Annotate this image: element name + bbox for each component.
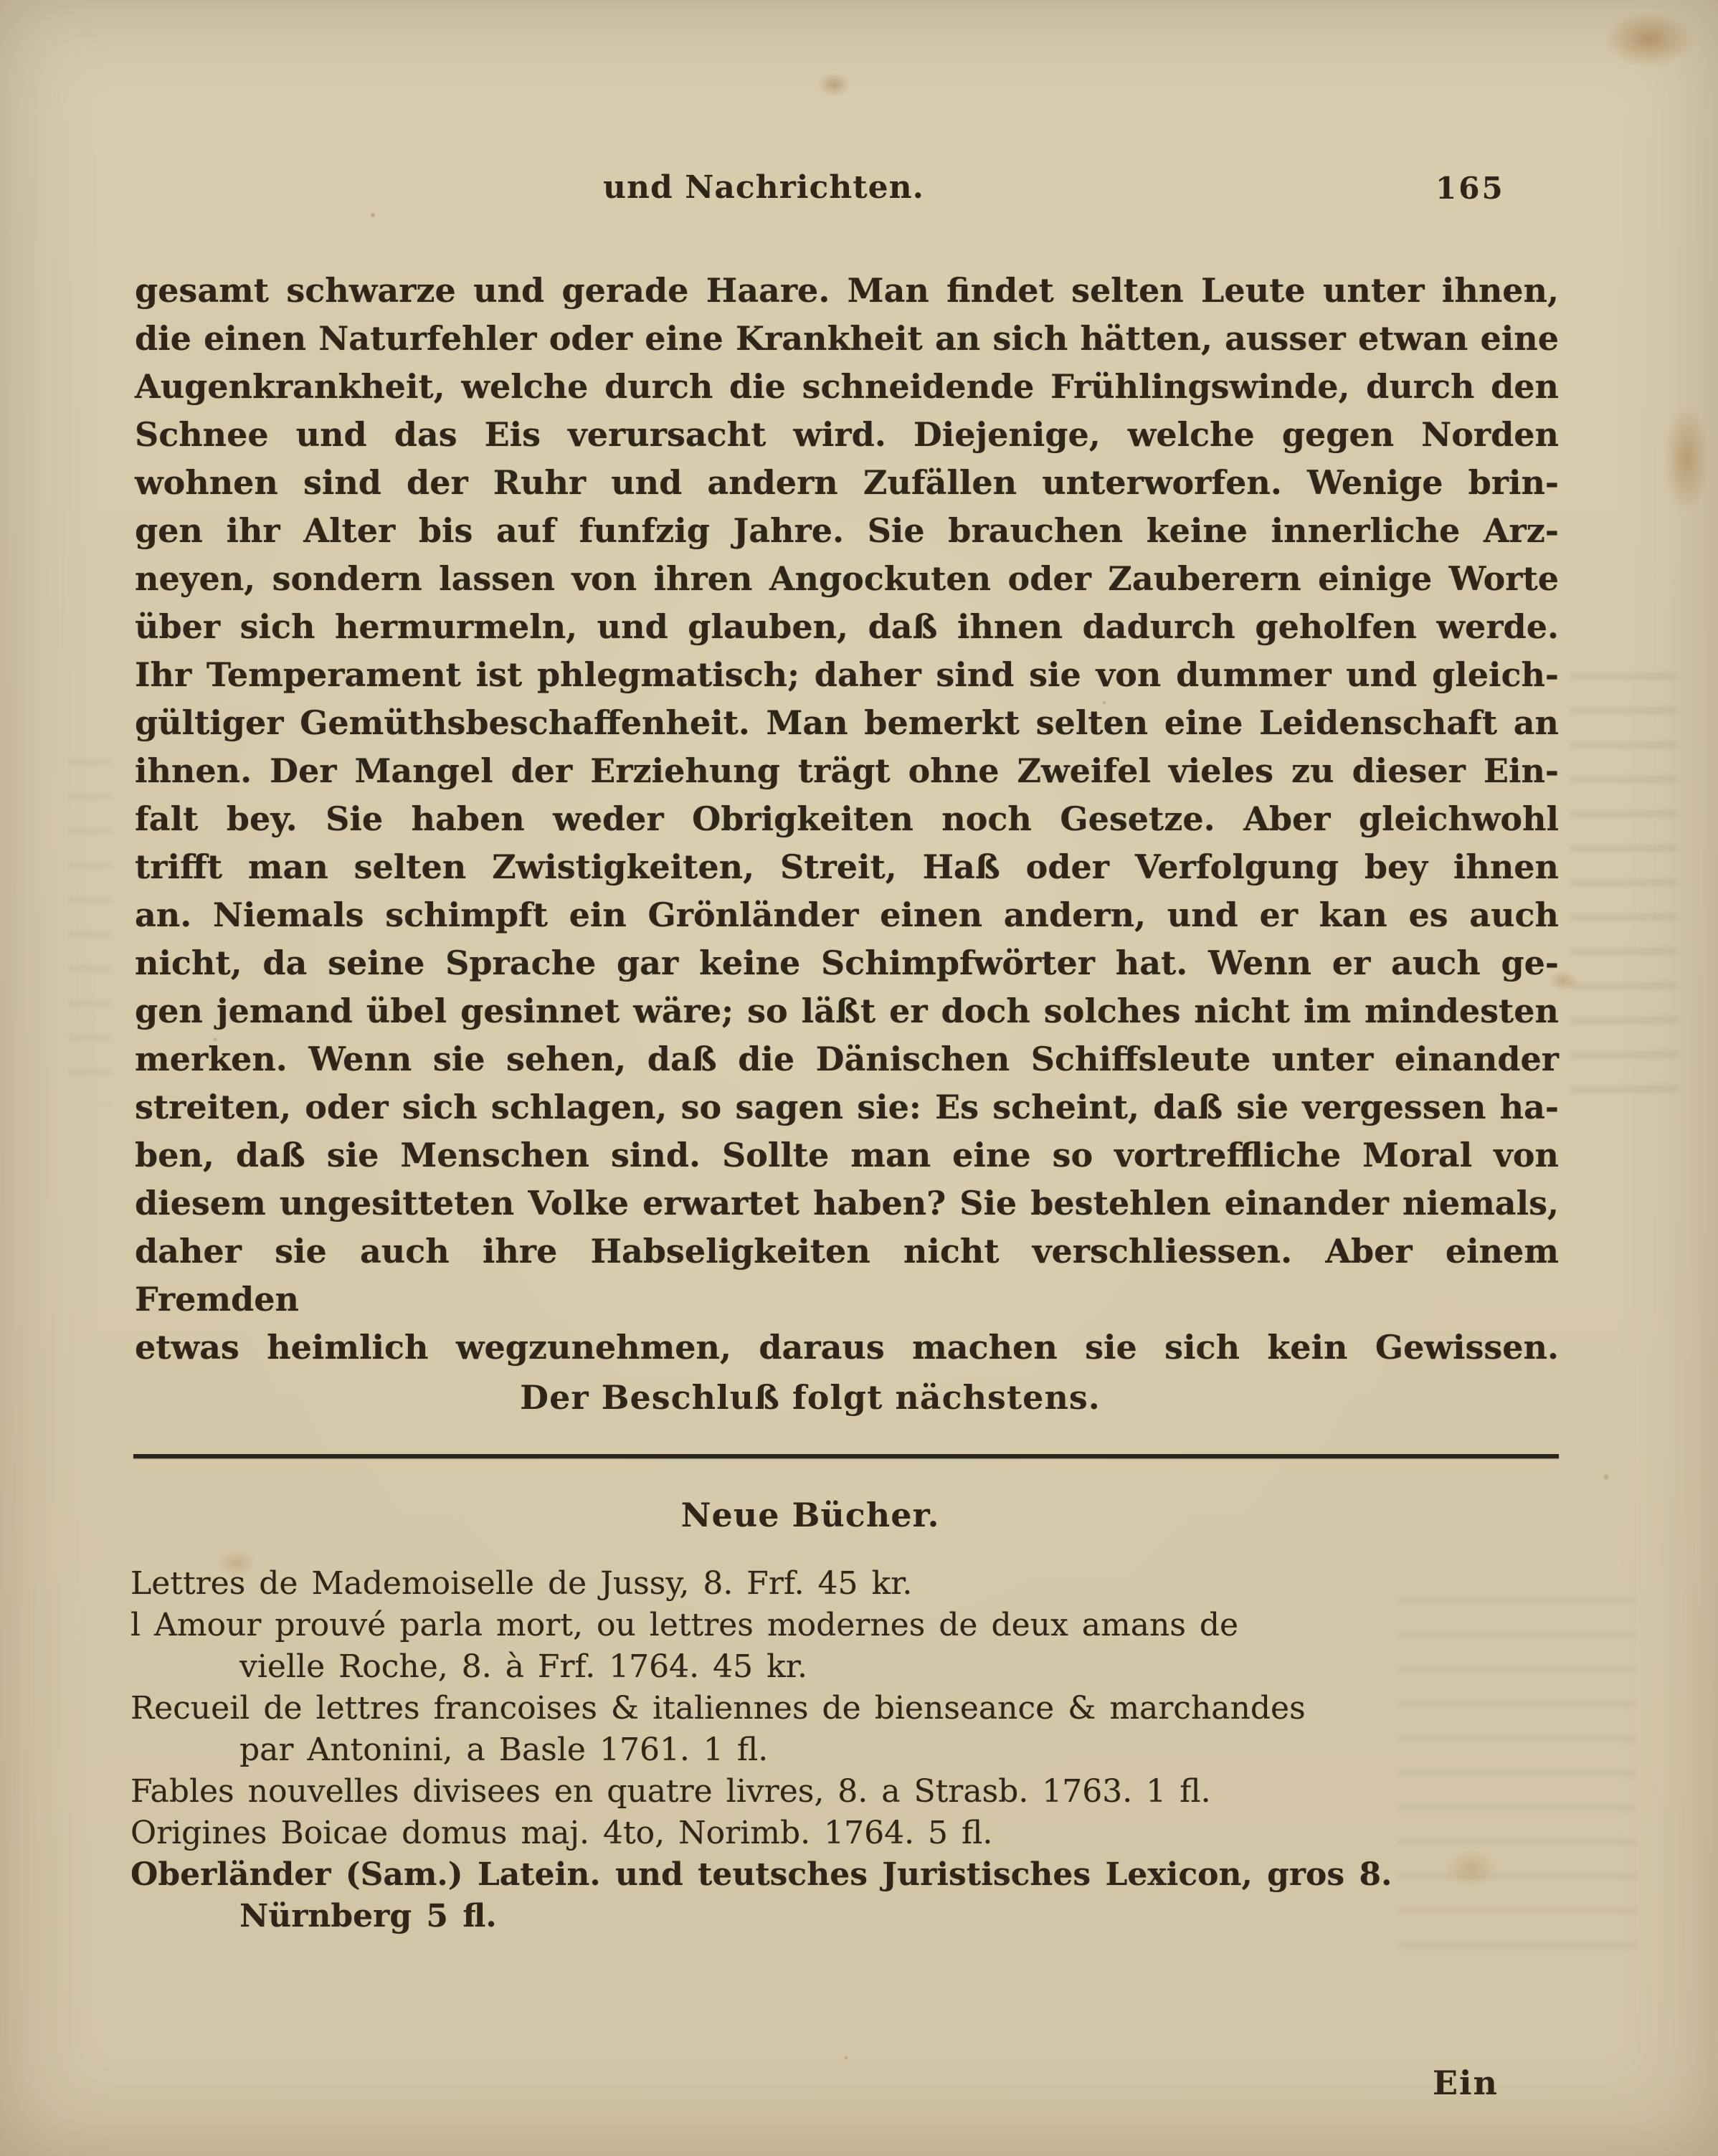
- body-line: ihnen. Der Mangel der Erziehung trägt ohne Zweifel vieles zu dieser Ein-: [135, 751, 1559, 790]
- body-line: nicht, da seine Sprache gar keine Schimpfwörter hat. Wenn er auch ge-: [135, 944, 1559, 982]
- book-item: [130, 1854, 1572, 1937]
- body-text: [135, 267, 1559, 1372]
- body-line: trifft man selten Zwistigkeiten, Streit, Haß oder Verfolgung bey ihnen: [135, 847, 1559, 886]
- book-item: [130, 1771, 1572, 1813]
- book-item: [130, 1605, 1572, 1688]
- book-line: Recueil de lettres francoises & italiennes de bienseance & marchandes: [130, 1690, 1306, 1727]
- body-line: daher sie auch ihre Habseligkeiten nicht verschliessen. Aber einem Fremden: [135, 1232, 1559, 1319]
- body-line: Schnee und das Eis verursacht wird. Diejenige, welche gegen Norden: [135, 415, 1559, 454]
- book-item: [130, 1688, 1572, 1771]
- body-line: neyen, sondern lassen von ihren Angockuten oder Zauberern einige Worte: [135, 559, 1559, 598]
- bleedthrough-ghost: [69, 731, 112, 1104]
- running-title: und Nachrichten.: [603, 169, 924, 206]
- bleedthrough-ghost: [1570, 645, 1678, 1119]
- body-line: an. Niemals schimpft ein Grönländer einen andern, und er kan es auch: [135, 896, 1559, 934]
- body-line: etwas heimlich wegzunehmen, daraus machen sie sich kein Gewissen.: [135, 1328, 1559, 1367]
- book-line: l Amour prouvé parla mort, ou lettres modernes de deux amans de: [130, 1607, 1239, 1643]
- body-line: die einen Naturfehler oder eine Krankheit an sich hätten, ausser etwan eine: [135, 319, 1559, 358]
- body-line: streiten, oder sich schlagen, so sagen sie: Es scheint, daß sie vergessen ha-: [135, 1088, 1559, 1126]
- catchword: Ein: [1433, 2064, 1499, 2102]
- page-number: 165: [1435, 171, 1505, 206]
- body-line: ben, daß sie Menschen sind. Sollte man eine so vortreffliche Moral von: [135, 1136, 1559, 1174]
- book-line: Lettres de Mademoiselle de Jussy, 8. Frf. 45 kr.: [130, 1565, 913, 1602]
- body-line: diesem ungesitteten Volke erwartet haben? Sie bestehlen einander niemals,: [135, 1184, 1559, 1222]
- book-line: Origines Boicae domus maj. 4to, Norimb. 1764. 5 fl.: [130, 1815, 993, 1851]
- section-heading: Neue Bücher.: [680, 1496, 940, 1534]
- body-line: wohnen sind der Ruhr und andern Zufällen unterworfen. Wenige brin-: [135, 463, 1559, 502]
- closing-line: Der Beschluß folgt nächstens.: [520, 1378, 1101, 1417]
- book-line: Fables nouvelles divisees en quatre livres, 8. a Strasb. 1763. 1 fl.: [130, 1773, 1211, 1810]
- body-line: Ihr Temperament ist phlegmatisch; daher sind sie von dummer und gleich-: [135, 655, 1559, 694]
- book-line: vielle Roche, 8. à Frf. 1764. 45 kr.: [239, 1648, 807, 1685]
- body-line: falt bey. Sie haben weder Obrigkeiten noch Gesetze. Aber gleichwohl: [135, 799, 1559, 838]
- book-line: Nürnberg 5 fl.: [239, 1898, 497, 1934]
- body-line: gesamt schwarze und gerade Haare. Man findet selten Leute unter ihnen,: [135, 271, 1559, 310]
- body-line: merken. Wenn sie sehen, daß die Dänischen Schiffsleute unter einander: [135, 1040, 1559, 1078]
- book-line: par Antonini, a Basle 1761. 1 fl.: [239, 1732, 769, 1768]
- body-line: über sich hermurmeln, und glauben, daß ihnen dadurch geholfen werde.: [135, 607, 1559, 646]
- book-list: [130, 1563, 1572, 1937]
- body-line: gültiger Gemüthsbeschaffenheit. Man bemerkt selten eine Leidenschaft an: [135, 703, 1559, 742]
- body-line: gen jemand übel gesinnet wäre; so läßt er doch solches nicht im mindesten: [135, 992, 1559, 1030]
- book-line: Oberländer (Sam.) Latein. und teutsches Juristisches Lexicon, gros 8.: [130, 1856, 1392, 1893]
- section-divider-rule: [133, 1454, 1559, 1458]
- body-line: Augenkrankheit, welche durch die schneidende Frühlingswinde, durch den: [135, 367, 1559, 406]
- book-item: [130, 1813, 1572, 1854]
- book-item: [130, 1563, 1572, 1605]
- body-line: gen ihr Alter bis auf funfzig Jahre. Sie brauchen keine innerliche Arz-: [135, 511, 1559, 550]
